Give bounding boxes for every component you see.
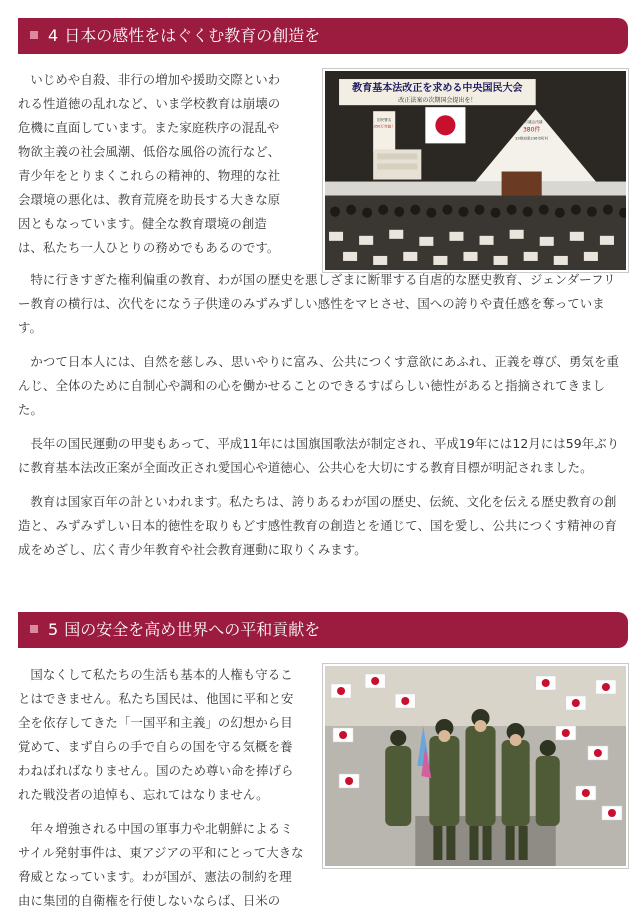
right-sign-line2: 380件 xyxy=(522,126,541,134)
right-sign-line3: 33都府県236市町村 xyxy=(515,136,549,141)
section-5-paragraph-1: 国なくして私たちの生活も基本的人権も守ることはできません。私たち国民は、他国に平和と安全を依存してきた「一国平和主義」の幻想から目覚めて、まず自らの手で自らの国を守る気概を養わねばればなりません。国のため尊い命を捧げられた戦没者の追悼も、忘れてはなりません。 xyxy=(18,667,294,802)
subbanner-text: 改正法案の次期国会提出を！ xyxy=(398,97,477,105)
section-5-paragraph-2: 年々増強される中国の軍事力や北朝鮮によるミサイル発射事件は、東アジアの平和にとって大きな脅威となっています。わが国が、憲法の制約を理由に集団的自衛権を行使しないならば、日米の xyxy=(18,821,304,908)
section-4-body xyxy=(18,68,624,572)
section-4-header xyxy=(18,18,628,54)
section-5-body xyxy=(18,663,304,923)
section-4-title: 日本の感性をはぐくむ教育の創造を xyxy=(64,26,321,45)
sdf-parade-image xyxy=(325,666,626,866)
section-4-paragraph-3: かつて日本人には、自然を慈しみ、思いやりに富み、公共につくす意欲にあふれ、正義を尊び、勇気を重んじ、全体のために自制心や調和の心を働かせることのできるすばらしい徳性があると指摘されてきました。 xyxy=(18,354,619,417)
square-bullet-icon xyxy=(30,31,38,39)
sdf-parade-photo xyxy=(322,663,629,869)
section-5-header xyxy=(18,612,628,648)
left-sign-line2: 350万突破！ xyxy=(373,124,395,129)
section-4-paragraph-2: 特に行きすぎた権利偏重の教育、わが国の歴史を悪しざまに断罪する自虐的な歴史教育、ジェンダーフリー教育の横行は、次代をになう子供達のみずみずしい感性をマヒさせ、国への誇りや責任感を奪っています。 xyxy=(18,272,616,335)
section-4-paragraph-4: 長年の国民運動の甲斐もあって、平成11年には国旗国歌法が制定され、平成19年には12月には59年ぶりに教育基本法改正案が全面改正され愛国心や道徳心、公共心を大切にする教育目標が明記されました。 xyxy=(18,436,620,475)
left-sign-line1: 国民署名 xyxy=(376,118,392,123)
section-5-title: 国の安全を高め世界への平和貢献を xyxy=(64,620,321,639)
banner-text: 教育基本法改正を求める中央国民大会 xyxy=(352,83,523,95)
square-bullet-icon xyxy=(30,625,38,633)
section-4-paragraph-1: いじめや自殺、非行の増加や援助交際といわれる性道徳の乱れなど、いま学校教育は崩壊の危機に直面しています。また家庭秩序の混乱や物欲主義の社会風潮、低俗な風俗の流行など、青少年をとりまくこれらの精神的、物理的な社会環境の悪化は、教育荒廃を助長する大きな原因ともなっています。健全な教育環境の創造は、私たち一人ひとりの務めでもあるのです。 xyxy=(18,72,281,255)
right-sign-line1: 地方議会決議 xyxy=(520,120,543,125)
section-5-number: 5 xyxy=(48,620,59,639)
section-4-paragraph-5: 教育は国家百年の計といわれます。私たちは、誇りあるわが国の歴史、伝統、文化を伝える歴史教育の創造と、みずみずしい日本的徳性を取りもどす感性教育の創造とを通じて、国を愛し、公共につくす精神の育成をめざし、広く青少年教育や社会教育運動に取りくみます。 xyxy=(18,494,618,557)
section-4-number: 4 xyxy=(48,26,59,45)
